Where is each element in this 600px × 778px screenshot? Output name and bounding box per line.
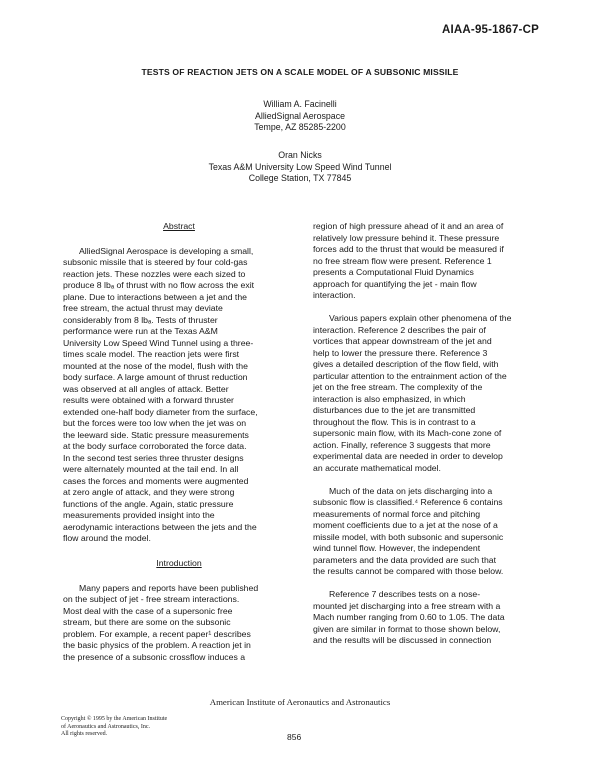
text-line: produce 8 lbₐ of thrust with no flow across the exit <box>63 280 255 290</box>
text-line: problem. For example, a recent paper¹ describes <box>63 628 251 639</box>
text-line: reaction jets. These nozzles were each sized to <box>63 268 246 279</box>
text-line: at zero angle of attack, and they were strong <box>63 487 235 497</box>
right-column <box>313 221 545 647</box>
author-address: Tempe, AZ 85285-2200 <box>254 122 346 132</box>
body-paragraph <box>313 313 545 474</box>
copyright-notice <box>61 716 167 739</box>
text-line: extended one-half body diameter from the surface, <box>63 406 258 417</box>
abstract-heading: Abstract <box>163 221 195 231</box>
text-line: gives a detailed description of the flow field, with <box>313 359 499 369</box>
text-line: flow around the model. <box>63 533 151 543</box>
text-line: considerably from 8 lbₐ. Tests of thruster <box>63 314 218 325</box>
text-line: interaction. Reference 2 describes the pair of <box>313 324 486 335</box>
text-line: disturbances due to the jet are transmitted <box>313 405 476 415</box>
text-line: Various papers explain other phenomena of the <box>329 313 512 323</box>
author-block-2 <box>0 150 600 185</box>
text-line: throughout the flow. This is in contrast to a <box>313 416 476 427</box>
text-line: AlliedSignal Aerospace is developing a small, <box>79 245 254 256</box>
text-line: Reference 7 describes tests on a nose- <box>329 589 481 599</box>
text-line: measurements of normal force and pitching <box>313 508 481 519</box>
introduction-paragraph <box>63 583 295 664</box>
text-line: cases the forces and moments were augmented <box>63 475 249 486</box>
page-number: 856 <box>287 732 302 742</box>
text-line: the presence of a subsonic crossflow induces a <box>63 651 246 662</box>
text-line: the leeward side. Static pressure measurements <box>63 429 249 440</box>
text-line: wind tunnel flow. However, the independent <box>313 543 481 553</box>
text-line: help to lower the pressure there. Reference 3 <box>313 347 488 358</box>
text-line: the basic physics of the problem. A reaction jet in <box>63 640 251 650</box>
body-paragraph <box>313 486 545 578</box>
text-line: vortices that appear downstream of the jet and <box>313 336 492 346</box>
text-line: missile model, with both subsonic and supersonic <box>313 531 504 542</box>
text-line: moment coefficients due to a jet at the nose of a <box>313 520 498 530</box>
body-paragraph <box>313 221 545 302</box>
text-line: mounted at the nose of the model, flush with the <box>63 360 248 371</box>
text-line: given are similar in format to those shown below, <box>313 623 501 634</box>
text-line: plane. Due to interactions between a jet and the <box>63 291 248 302</box>
text-line: experimental data are needed in order to develop <box>313 451 503 461</box>
text-line: at the body surface corroborated the force data. <box>63 441 247 451</box>
text-line: but the forces were too low when the jet was on <box>63 418 247 428</box>
text-line: times scale model. The reaction jets were first <box>63 349 240 359</box>
document-id: AIAA-95-1867-CP <box>442 24 539 36</box>
copyright-line: of Aeronautics and Astronautics, Inc. <box>61 723 150 730</box>
text-line: was observed at all angles of attack. Better <box>63 383 229 394</box>
text-line: aerodynamic interactions between the jets and the <box>63 521 257 532</box>
abstract-paragraph <box>63 246 295 545</box>
text-line: on the subject of jet - free stream interactions. <box>63 594 240 604</box>
text-line: were alternately mounted at the tail end. In all <box>63 464 239 474</box>
text-line: performance were run at the Texas A&M <box>63 326 218 336</box>
text-line: mounted jet discharging into a free stream with a <box>313 600 501 611</box>
text-line: Most deal with the case of a supersonic free <box>63 605 233 616</box>
institute-footer: American Institute of Aeronautics and Astronautics <box>209 697 391 707</box>
copyright-line: All rights reserved. <box>61 731 108 738</box>
text-line: subsonic flow is classified.⁴ Reference 6 contains <box>313 497 503 507</box>
text-line: and the results will be discussed in connection <box>313 635 492 645</box>
text-line: results were obtained with a forward thruster <box>63 395 234 405</box>
author-name: William A. Facinelli <box>263 99 337 109</box>
text-line: Many papers and reports have been published <box>79 582 259 593</box>
text-line: no free stream flow were present. Reference 1 <box>313 255 492 266</box>
text-line: Much of the data on jets discharging into a <box>329 485 493 496</box>
text-line: functions of the angle. Again, static pressure <box>63 498 234 509</box>
text-line: the results cannot be compared with those below. <box>313 566 504 576</box>
text-line: action. Finally, reference 3 suggests that more <box>313 439 491 450</box>
author-address: College Station, TX 77845 <box>248 173 352 183</box>
author-name: Oran Nicks <box>278 150 322 160</box>
text-line: interaction is also emphasized, in which <box>313 393 466 404</box>
author-affiliation: AlliedSignal Aerospace <box>255 110 345 121</box>
left-column <box>63 221 295 663</box>
text-line: jet on the free stream. The complexity of the <box>313 382 483 392</box>
author-affiliation: Texas A&M University Low Speed Wind Tunnel <box>208 161 392 172</box>
text-line: presents a Computational Fluid Dynamics <box>313 267 474 277</box>
text-line: parameters and the data provided are such that <box>313 554 497 565</box>
text-line: forces add to the thrust that would be measured if <box>313 244 504 254</box>
introduction-heading: Introduction <box>156 558 202 568</box>
text-line: free stream, the actual thrust may deviate <box>63 303 223 313</box>
text-line: University Low Speed Wind Tunnel using a three- <box>63 337 254 348</box>
copyright-line: Copyright © 1995 by the American Institute <box>61 716 168 722</box>
text-line: approach for quantifying the jet - main flow <box>313 278 477 289</box>
text-line: region of high pressure ahead of it and an area of <box>313 221 504 231</box>
text-line: body surface. A large amount of thrust reduction <box>63 372 248 382</box>
text-line: measurements provided insight into the <box>63 510 215 520</box>
text-line: stream, but there are some on the subsonic <box>63 617 231 627</box>
paper-title: TESTS OF REACTION JETS ON A SCALE MODEL OF A SUBSONIC MISSILE <box>141 67 459 77</box>
text-line: an accurate mathematical model. <box>313 462 441 473</box>
body-paragraph <box>313 589 545 647</box>
text-line: subsonic missile that is steered by four cold-gas <box>63 257 248 267</box>
text-line: supersonic main flow, with its Mach-cone zone of <box>313 428 502 438</box>
text-line: Mach number ranging from 0.60 to 1.05. The data <box>313 612 505 622</box>
text-line: relatively low pressure behind it. These pressure <box>313 232 500 243</box>
text-line: particular attention to the entrainment action of the <box>313 370 507 381</box>
text-line: interaction. <box>313 290 356 300</box>
author-block-1 <box>0 99 600 134</box>
text-line: In the second test series three thruster designs <box>63 452 244 463</box>
